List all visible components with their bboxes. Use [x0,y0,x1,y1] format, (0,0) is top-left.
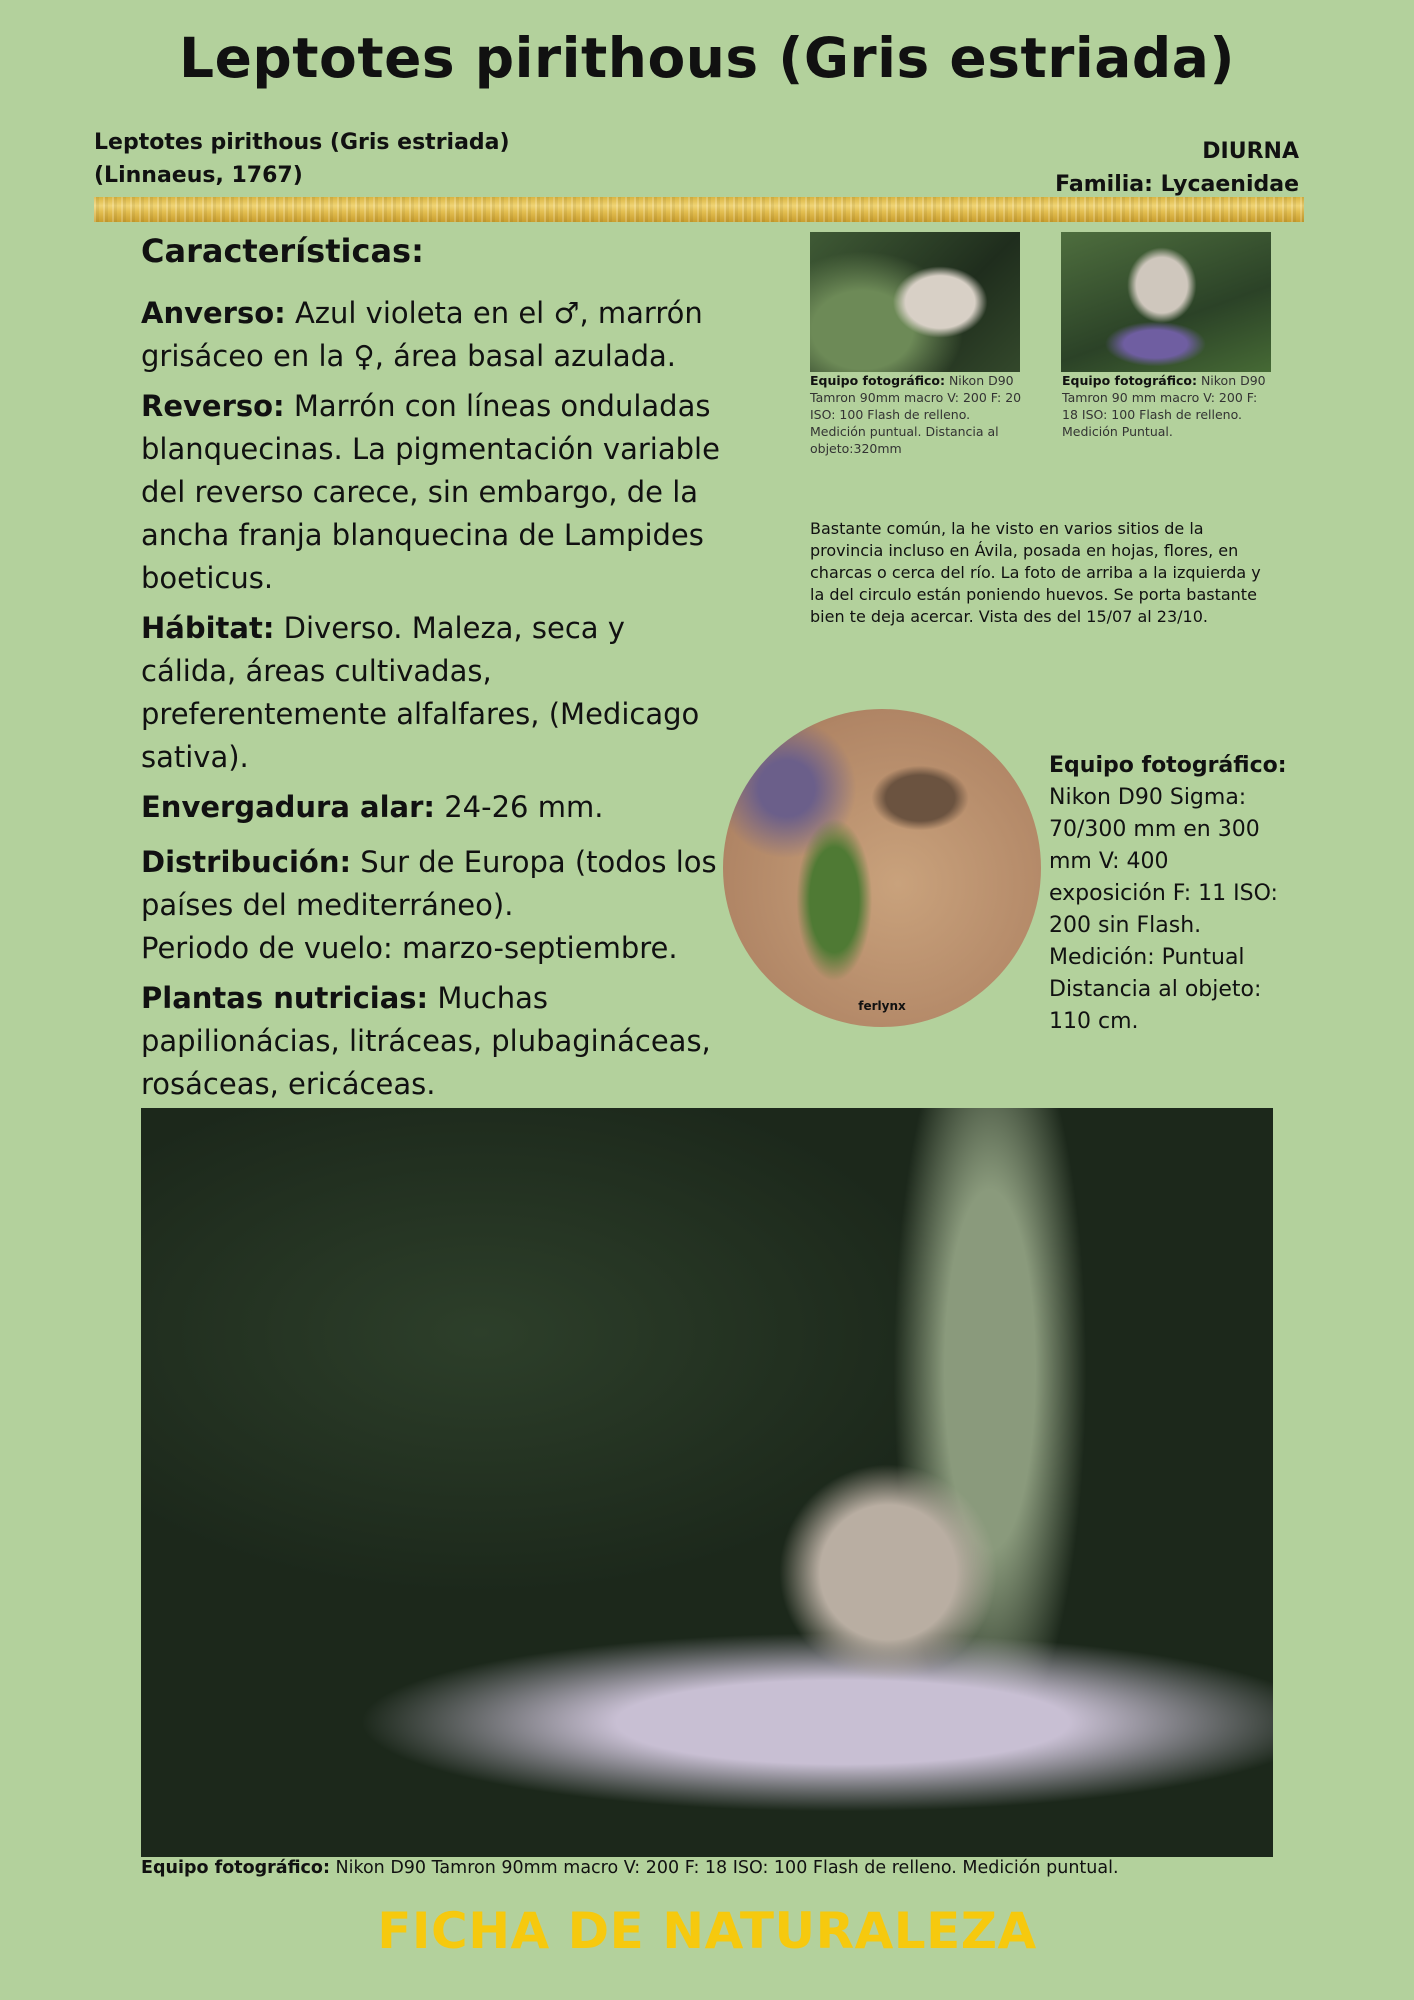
characteristics-heading: Características: [141,232,424,270]
plantas-paragraph [141,977,726,1106]
equipment-text: Nikon D90 Sigma: 70/300 mm en 300 mm V: 400 exposición F: 11 ISO: 200 sin Flash. Medición: Puntual Distancia al objeto: 110 cm. [1049,785,1278,1034]
envergadura-paragraph [141,786,726,829]
activity-type: DIURNA [1202,139,1299,164]
anverso-text: Azul violeta en el ♂, marrón grisáceo en la ♀, área basal azulada. [141,296,703,373]
species-block [94,126,510,192]
caption-label: Equipo fotográfico: [810,373,945,388]
butterfly-photo-circle [723,709,1041,1027]
distribucion-text: Sur de Europa (todos los países del mediterráneo). [141,845,717,922]
main-photo-caption [141,1856,1119,1880]
reverso-paragraph [141,385,726,600]
habitat-label: Hábitat: [141,611,275,645]
caption-label: Equipo fotográfico: [1062,373,1197,388]
habitat-text: Diverso. Maleza, seca y cálida, áreas cultivadas, preferentemente alfalfares, (Medicago sativa). [141,611,700,774]
footer-title: FICHA DE NATURALEZA [377,1902,1037,1960]
photo-credit: ferlynx [858,999,906,1013]
anverso-label: Anverso: [141,296,286,330]
page-title: Leptotes pirithous (Gris estriada) [179,26,1235,90]
equipment-label: Equipo fotográfico: [1049,753,1287,778]
reverso-label: Reverso: [141,389,285,423]
habitat-paragraph [141,607,726,779]
caption-text: Nikon D90 Tamron 90mm macro V: 200 F: 20 ISO: 100 Flash de relleno. Medición puntual. Distancia al objeto:320mm [810,373,1022,456]
caption-label: Equipo fotográfico: [141,1858,330,1878]
butterfly-photo-main [141,1108,1273,1857]
classification-block [1055,135,1299,201]
species-author: (Linnaeus, 1767) [94,163,303,188]
thumbnail-2-caption [1062,372,1277,440]
caption-text: Nikon D90 Tamron 90 mm macro V: 200 F: 18 ISO: 100 Flash de relleno. Medición Puntual. [1062,373,1266,439]
reverso-text: Marrón con líneas onduladas blanquecinas. La pigmentación variable del reverso carece, sin embargo, de la ancha franja blanquecina de Lampides boeticus. [141,389,720,595]
periodo-paragraph: Periodo de vuelo: marzo-septiembre. [141,931,678,965]
characteristics-body [141,292,726,1113]
caption-text: Nikon D90 Tamron 90mm macro V: 200 F: 18 ISO: 100 Flash de relleno. Medición puntual. [329,1858,1119,1878]
distribucion-label: Distribución: [141,845,352,879]
distribucion-paragraph [141,841,726,927]
envergadura-text: 24-26 mm. [435,790,604,824]
gold-divider [94,197,1304,222]
plantas-label: Plantas nutricias: [141,981,429,1015]
thumbnail-1-caption [810,372,1025,457]
plantas-text: Muchas papilionácias, litráceas, plubagináceas, rosáceas, ericáceas. [141,981,711,1101]
species-name: Leptotes pirithous (Gris estriada) [94,130,510,155]
circle-photo-equipment [1049,750,1289,1038]
anverso-paragraph [141,292,726,378]
family-label: Familia: Lycaenidae [1055,172,1299,197]
butterfly-photo-thumbnail-1 [810,232,1020,372]
butterfly-photo-thumbnail-2 [1061,232,1271,372]
observation-note: Bastante común, la he visto en varios sitios de la provincia incluso en Ávila, posada en hojas, flores, en charcas o cerca del río. La foto de arriba a la izquierda y la del circulo están poniendo huevos. Se porta bastante bien te deja acercar. Vista des del 15/07 al 23/10. [810,519,1261,626]
envergadura-label: Envergadura alar: [141,790,436,824]
